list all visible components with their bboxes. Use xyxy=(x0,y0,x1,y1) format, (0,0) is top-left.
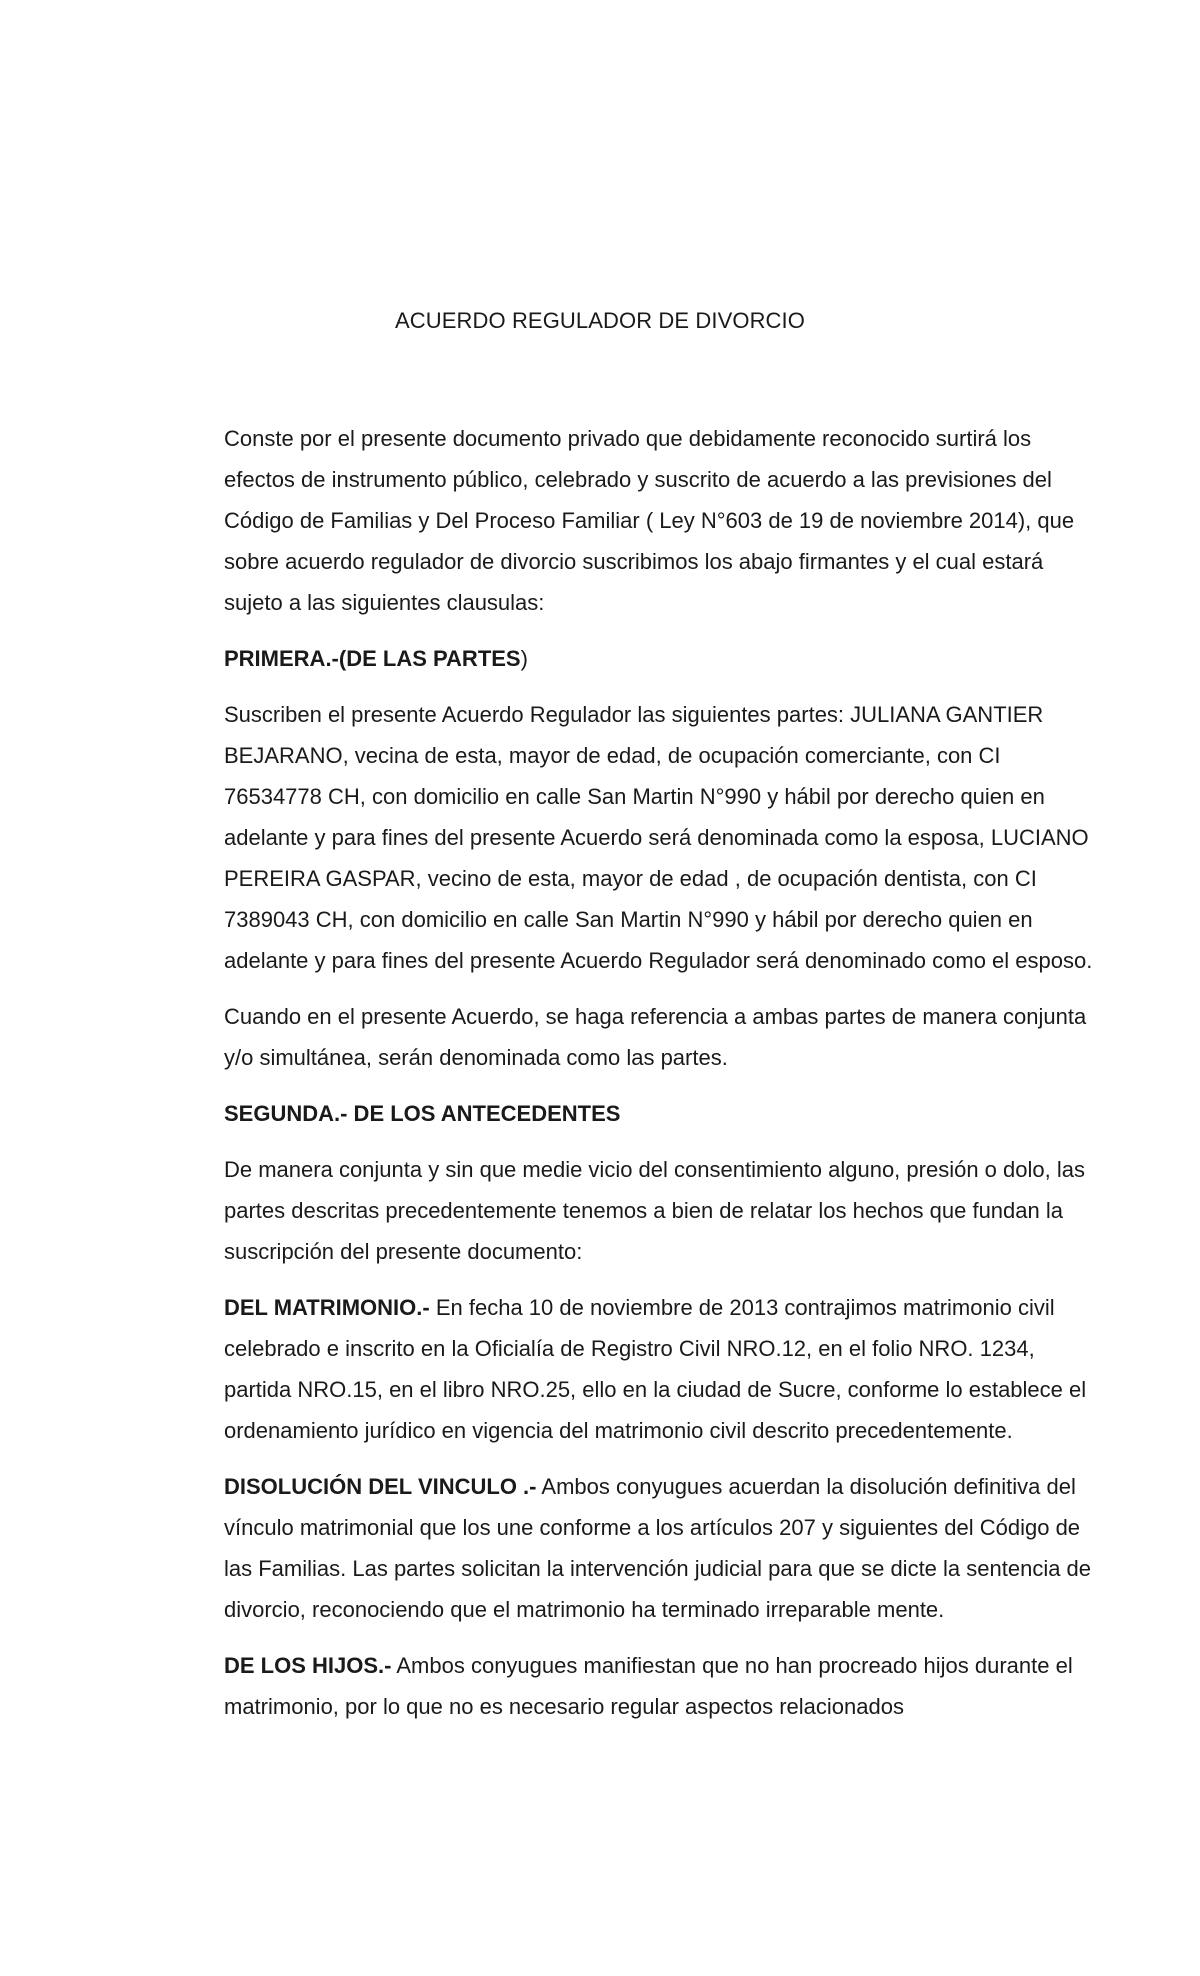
first-clause-heading-close: ) xyxy=(520,646,528,671)
marriage-label: DEL MATRIMONIO.- xyxy=(224,1295,430,1320)
intro-paragraph: Conste por el presente documento privado que debidamente reconocido surtirá los efectos de instrumento público, celebrado y suscrito de acuerdo a las previsiones del Código de Familias y Del Proceso Familiar ( Ley N°603 de 19 de noviembre 2014), que sobre acuerdo regulador de divorcio suscribimos los abajo firmantes y el cual estará sujeto a las siguientes clausulas: xyxy=(224,426,1075,615)
dissolution-label: DISOLUCIÓN DEL VINCULO .- xyxy=(224,1474,537,1499)
first-clause-parties-paragraph: Suscriben el presente Acuerdo Regulador las siguientes partes: JULIANA GANTIER BEJARANO, vecina de esta, mayor de edad, de ocupación comerciante, con CI 76534778 CH, con domicilio en calle San Martin N°990 y hábil por derecho quien en adelante y para fines del presente Acuerdo será denominada como la esposa, LUCIANO PEREIRA GASPAR, vecino de esta, mayor de edad , de ocupación dentista, con CI 7389043 CH, con domicilio en calle San Martin N°990 y hábil por derecho quien en adelante y para fines del presente Acuerdo Regulador será denominado como el esposo. xyxy=(224,702,1093,973)
marriage-text: En fecha 10 de noviembre de 2013 contrajimos matrimonio civil celebrado e inscrito en la Oficialía de Registro Civil NRO.12, en el folio NRO. 1234, partida NRO.15, en el libro NRO.25, ello en la ciudad de Sucre, conforme lo establece el ordenamiento jurídico en vigencia del matrimonio civil descrito precedentemente. xyxy=(224,1295,1087,1443)
children-paragraph xyxy=(224,1645,1096,1727)
second-clause-paragraph: De manera conjunta y sin que medie vicio del consentimiento alguno, presión o dolo, las partes descritas precedentemente tenemos a bien de relatar los hechos que fundan la suscripción del presente documento: xyxy=(224,1157,1085,1264)
document-title: ACUERDO REGULADOR DE DIVORCIO xyxy=(395,308,805,333)
children-text: Ambos conyugues manifiestan que no han procreado hijos durante el matrimonio, por lo que no es necesario regular aspectos relacionados xyxy=(224,1653,1073,1719)
document-body xyxy=(224,418,1096,1742)
second-clause-heading: SEGUNDA.- DE LOS ANTECEDENTES xyxy=(224,1101,621,1126)
first-clause-reference-paragraph: Cuando en el presente Acuerdo, se haga referencia a ambas partes de manera conjunta y/o simultánea, serán denominada como las partes. xyxy=(224,1004,1087,1070)
children-label: DE LOS HIJOS.- xyxy=(224,1653,392,1678)
dissolution-text: Ambos conyugues acuerdan la disolución definitiva del vínculo matrimonial que los une conforme a los artículos 207 y siguientes del Código de las Familias. Las partes solicitan la intervención judicial para que se dicte la sentencia de divorcio, reconociendo que el matrimonio ha terminado irreparable mente. xyxy=(224,1474,1092,1622)
first-clause-heading xyxy=(224,638,1096,679)
dissolution-paragraph xyxy=(224,1466,1096,1630)
first-clause-heading-text: PRIMERA.-(DE LAS PARTES xyxy=(224,646,521,671)
marriage-paragraph xyxy=(224,1287,1096,1451)
